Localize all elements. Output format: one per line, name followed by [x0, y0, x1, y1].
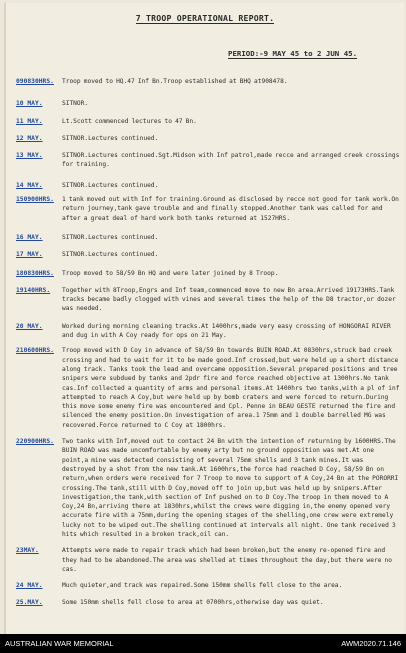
- log-entry: [16, 598, 400, 607]
- log-entry: [16, 195, 400, 223]
- log-entry: [16, 151, 400, 170]
- entry-date: 14 MAY.: [16, 181, 43, 189]
- entry-date: 150900HRS.: [16, 196, 54, 204]
- log-entry: [16, 117, 400, 126]
- log-entry: [16, 250, 400, 259]
- log-entry: [16, 181, 400, 190]
- entry-date: 180830HRS.: [16, 269, 54, 277]
- entry-date: 12 MAY.: [16, 134, 43, 142]
- report-period: PERIOD:-9 MAY 45 to 2 JUN 45.: [228, 49, 358, 58]
- entry-date: 25.MAY.: [16, 599, 43, 607]
- log-entries: [16, 71, 400, 608]
- footer-source: AUSTRALIAN WAR MEMORIAL: [5, 639, 114, 648]
- log-entry: [16, 134, 400, 143]
- entry-text: Together with 8Troop,Engrs and Inf team,commenced move to new Bn area.Arrived 19173HRS.Tank tracks became badly clogged with vines and several times the help of the D8 tractor,or dozer was needed.: [62, 286, 396, 313]
- entry-text: Some 150mm shells fell close to area at 0700hrs,otherwise day was quiet.: [62, 599, 324, 607]
- entry-text: SITNOR.Lectures continued.: [62, 181, 159, 189]
- log-entry: [16, 581, 400, 590]
- log-entry: [16, 99, 400, 108]
- log-entry: [16, 546, 400, 574]
- archive-footer: [0, 634, 406, 653]
- entry-date: 23MAY.: [16, 547, 39, 555]
- entry-text: SITNOR.: [62, 100, 89, 108]
- log-entry: [16, 322, 400, 341]
- entry-text: Much quieter,and track was repaired.Some 150mm shells fell close to the area.: [62, 582, 343, 590]
- entry-text: Troop moved with D Coy in advance of 58/59 Bn towards BUIN ROAD.At 0830hrs,struck bad creek crossing and had to wait for it to be made good.Inf crossed,but were held up a short distance along track. Tanks took the lead and overcame opposition.Several prepared positions and tree snipers were subdued by tanks and 2pdr fire and force reached objective at 1300hrs.No tank cas.Inf collected a quantity of arms and personal items.At 1400hrs two tanks,with a pl of inf attempted to reach A Coy,but were held up by bomb craters and were forced to return.During this move some enemy fire was encountered and Cpl. Penne in BEAU GESTE returned the fire and silenced the enemy position.On investigation of area.1 75mm and 1 double barrelled MG was recovered.Force returned to C Coy at 1800hrs.: [62, 347, 400, 429]
- entry-date: 10 MAY.: [16, 100, 43, 108]
- entry-date: 16 MAY.: [16, 233, 43, 241]
- entry-date: 220900HRS.: [16, 438, 54, 446]
- entry-text: SITNOR.Lectures continued.: [62, 251, 159, 259]
- report-title: 7 TROOP OPERATIONAL REPORT.: [135, 13, 275, 23]
- log-entry: [16, 286, 400, 314]
- log-entry: [16, 233, 400, 242]
- entry-text: SITNOR.Lectures continued.Sgt.Midson with Inf patrol,made recce and arranged creek crossings for training.: [62, 152, 400, 169]
- entry-text: SITNOR.Lectures continued.: [62, 134, 159, 142]
- log-entry: [16, 269, 400, 278]
- entry-date: 13 MAY.: [16, 152, 43, 160]
- entry-text: Troop moved to 58/59 Bn HQ and were later joined by 8 Troop.: [62, 269, 279, 277]
- log-entry: [16, 346, 400, 430]
- entry-date: 17 MAY.: [16, 251, 43, 259]
- entry-date: 11 MAY.: [16, 117, 43, 125]
- entry-text: Attempts were made to repair track which had been broken,but the enemy re-opened fire and they had to be abandoned.The area was shelled at times throughout the day,but there were no cas.: [62, 547, 392, 573]
- entry-date: 19140HRS.: [16, 286, 51, 294]
- entry-text: Lt.Scott commenced lectures to 47 Bn.: [62, 117, 197, 125]
- entry-text: Two tanks with Inf,moved out to contact 24 Bn with the intention of returning by 1600HRS.The BUIN ROAD was made uncomfortable by enemy arty but no ground opposition was met.At one point,a mine was detected consisting of several 75mm shells and 3 tank mines.It was destroyed by a shot from the new tank.At 1600hrs,the force had reached D Coy, 58/59 Bn on return,when orders were received for 7 Troop to move to support of A Coy,24 Bn at the PORORRI crossing.The tank,still with D Coy,moved off to join up,but was held up by snipers.After investigation,the tank,with section of Inf pushed on to D Coy.The troop in them moved to A Coy,24 Bn,arriving there at 1830hrs,whilst the crews were digging in,the enemy opened very accurate fire with a 75mm,during the opening stages of the shelling,one crew were extremely lucky not to be wiped out.The shelling continued at intervals all night. One tank received 3 hits which resulted in a broken track,oil can.: [62, 438, 399, 538]
- log-entry: [16, 437, 400, 539]
- document-page: [4, 3, 404, 634]
- log-entry: [16, 77, 400, 86]
- entry-text: SITNOR.Lectures continued.: [62, 233, 159, 241]
- entry-date: 090830HRS.: [16, 78, 54, 85]
- entry-text: 1 tank moved out with Inf for training.Ground as disclosed by recce not good for tank work.On return journey,tank gave trouble and and finally stopped.Another tank was called for and after a great deal of hard work both tanks returned at 1527HRS.: [62, 196, 399, 222]
- entry-text: Worked during morning cleaning tracks.At 1400hrs,made very easy crossing of HONGORAI RIVER and dug in with A Coy ready for ops on 21 May.: [62, 322, 391, 340]
- entry-date: 20 MAY.: [16, 322, 43, 330]
- entry-date: 24 MAY.: [16, 582, 43, 590]
- entry-text: Troop moved to HQ.47 Inf Bn.Troop established at BHQ at908478.: [62, 78, 288, 85]
- footer-reference: AWM2020.71.146: [341, 639, 401, 648]
- entry-date: 210600HRS.: [16, 347, 54, 355]
